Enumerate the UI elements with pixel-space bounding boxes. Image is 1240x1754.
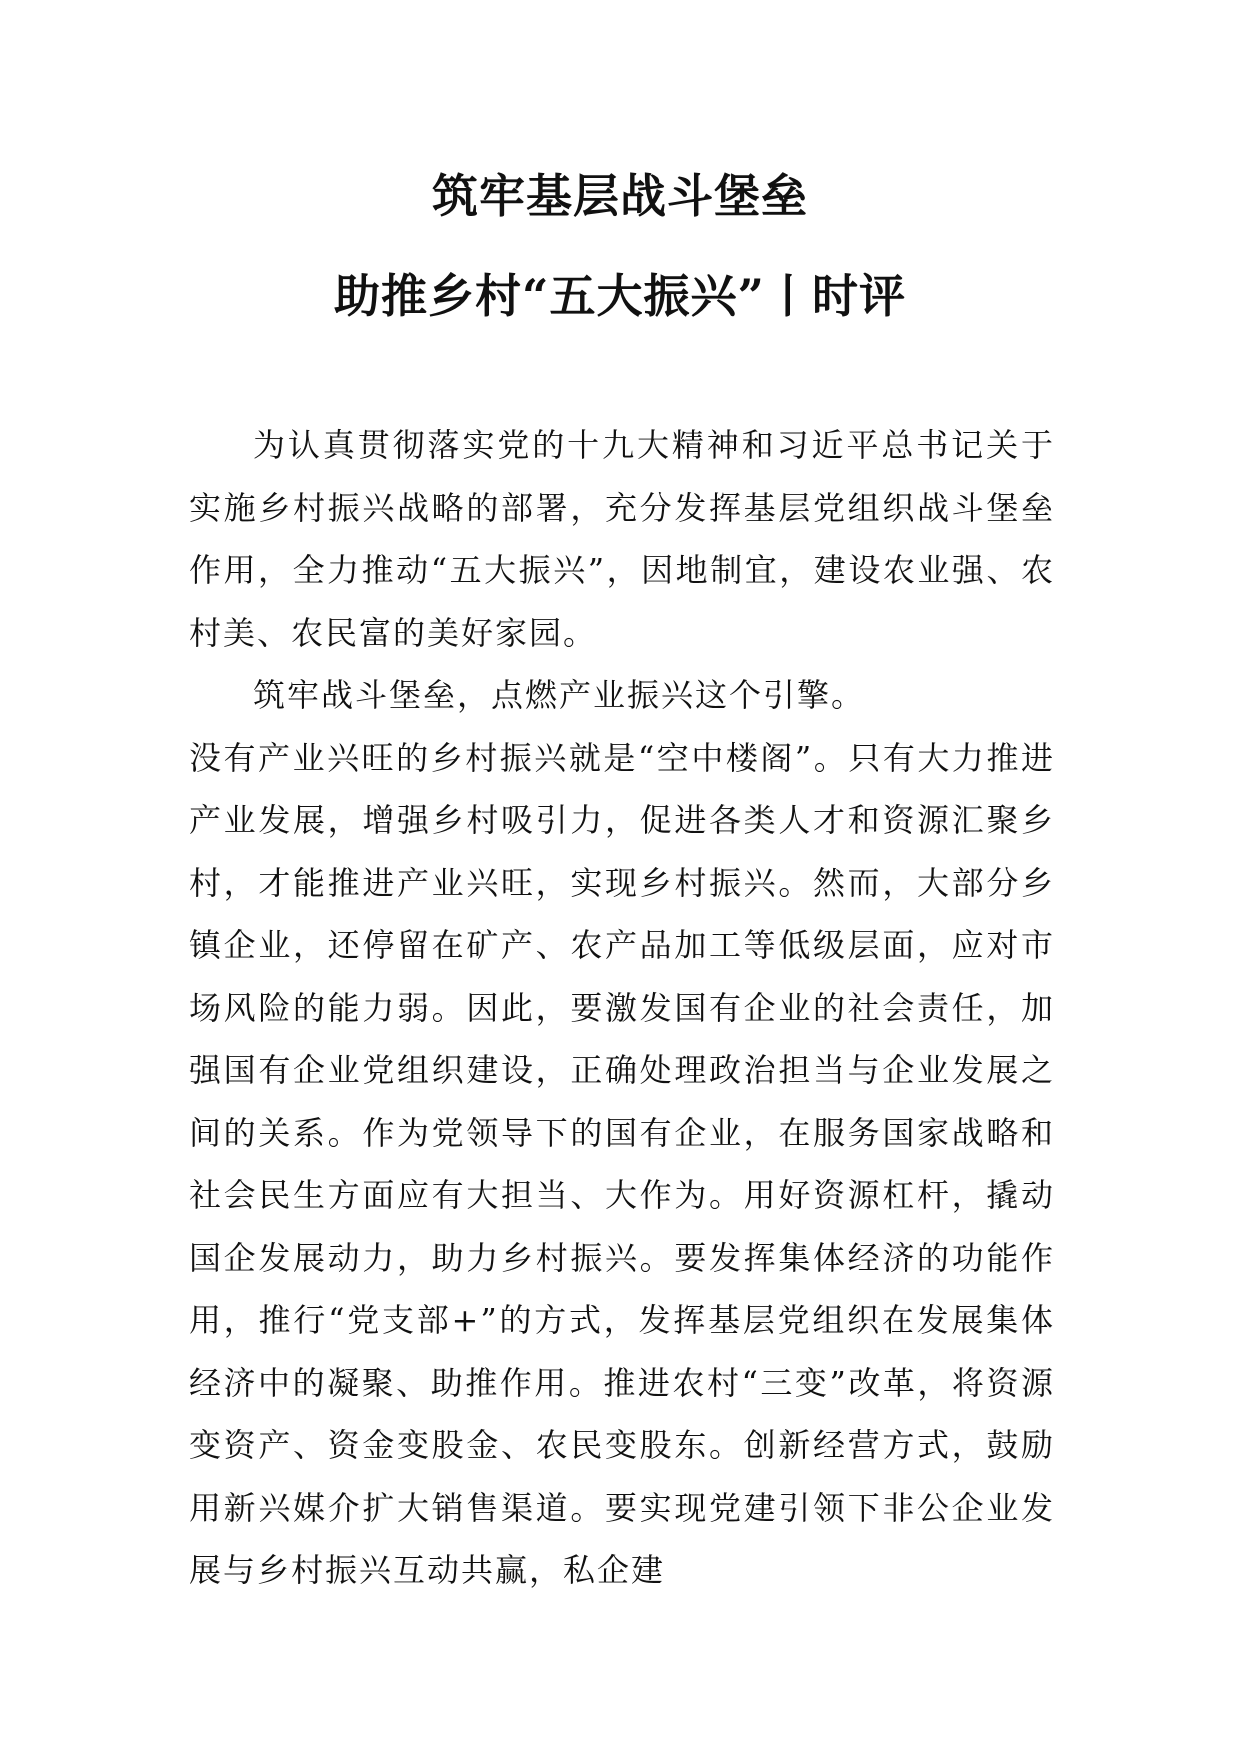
document-title: 筑牢基层战斗堡垒	[432, 169, 808, 223]
document-subtitle: 助推乡村“五大振兴”丨时评	[334, 269, 906, 323]
paragraph-industry-revitalization: 没有产业兴旺的乡村振兴就是“空中楼阁”。只有大力推进产业发展，增强乡村吸引力，促进各类人才和资源汇聚乡村，才能推进产业兴旺，实现乡村振兴。然而，大部分乡镇企业，还停留在矿产、农产品加工等低级层面，应对市场风险的能力弱。因此，要激发国有企业的社会责任，加强国有企业党组织建设，正确处理政治担当与企业发展之间的关系。作为党领导下的国有企业，在服务国家战略和社会民生方面应有大担当、大作为。用好资源杠杆，撬动国企发展动力，助力乡村振兴。要发挥集体经济的功能作用，推行“党支部+”的方式，发挥基层党组织在发展集体经济中的凝聚、助推作用。推进农村“三变”改革，将资源变资产、资金变股金、农民变股东。创新经营方式，鼓励用新兴媒介扩大销售渠道。要实现党建引领下非公企业发展与乡村振兴互动共赢，私企建	[189, 738, 1055, 1589]
paragraph-intro: 为认真贯彻落实党的十九大精神和习近平总书记关于实施乡村振兴战略的部署，充分发挥基层党组织战斗堡垒作用，全力推动“五大振兴”，因地制宜，建设农业强、农村美、农民富的美好家园。	[189, 426, 1055, 652]
document-body	[189, 414, 1055, 1602]
paragraph-section-heading: 筑牢战斗堡垒，点燃产业振兴这个引擎。	[253, 676, 866, 714]
